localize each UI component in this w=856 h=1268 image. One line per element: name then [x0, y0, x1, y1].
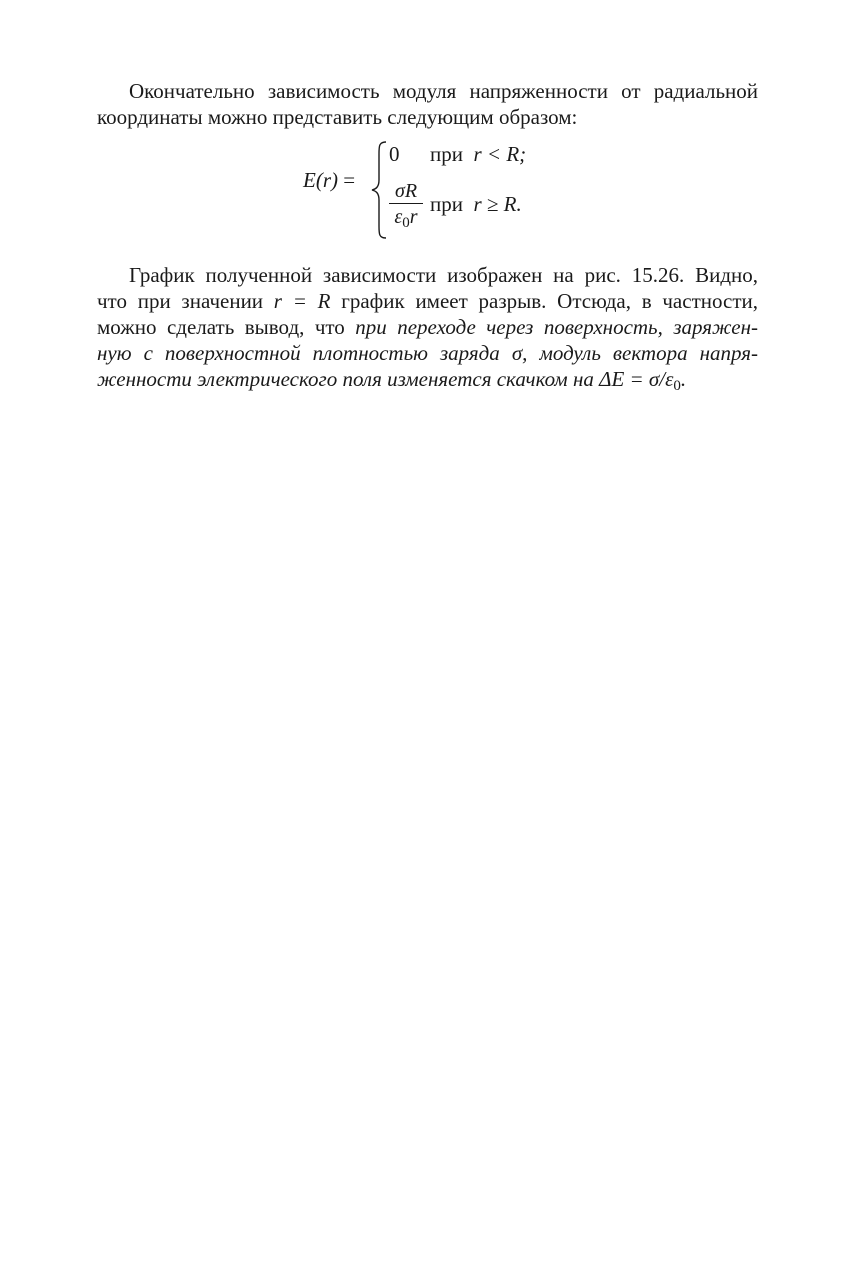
subscript: 0	[673, 378, 681, 394]
case2-condition	[430, 192, 522, 217]
fraction	[389, 180, 423, 231]
text-line: Окончательно зависимость модуля напряженности от радиальной	[129, 79, 758, 103]
fraction-denominator	[389, 206, 423, 231]
fraction-bar	[389, 203, 423, 204]
case2-word: при	[430, 192, 463, 216]
piecewise-formula	[97, 140, 758, 250]
text-span: что при значении	[97, 289, 274, 313]
left-brace	[369, 140, 389, 240]
formula-func: E	[303, 168, 316, 192]
formula-equals: =	[343, 168, 356, 192]
case2-inequality: r ≥ R.	[473, 192, 522, 216]
case1-word: при	[430, 142, 463, 166]
italic-text: женности электрического поля изменяется скачком на ΔE = σ/ε	[97, 367, 674, 391]
document-page	[97, 78, 758, 392]
text-line: График полученной зависимости изображен на рис. 15.26. Видно,	[129, 263, 758, 287]
case1-inequality: r < R;	[473, 142, 527, 166]
formula-lhs	[303, 168, 355, 193]
text-line	[97, 288, 758, 314]
italic-text: при переходе через поверхность, заряжен-	[355, 315, 758, 339]
text-line	[97, 314, 758, 340]
case1-value: 0	[389, 142, 400, 166]
fraction-numerator: σR	[394, 180, 418, 202]
formula-arg: (r)	[315, 168, 338, 192]
text-span: график имеет разрыв. Отсюда, в частности,	[330, 289, 759, 313]
epsilon-subscript: 0	[402, 215, 410, 231]
paragraph-conclusion	[97, 262, 758, 392]
text-line	[97, 366, 758, 392]
denominator-r: r	[409, 206, 418, 228]
text-span: можно сделать вывод, что	[97, 315, 356, 339]
epsilon-symbol: ε	[394, 206, 403, 228]
paragraph-intro	[97, 78, 758, 130]
text-line: координаты можно представить следующим образом:	[97, 105, 578, 129]
case1-condition	[430, 142, 526, 167]
equation-inline: r = R	[273, 289, 331, 313]
period: .	[680, 367, 687, 391]
text-line: ную с поверхностной плотностью заряда σ, модуль вектора напря-	[97, 341, 758, 365]
